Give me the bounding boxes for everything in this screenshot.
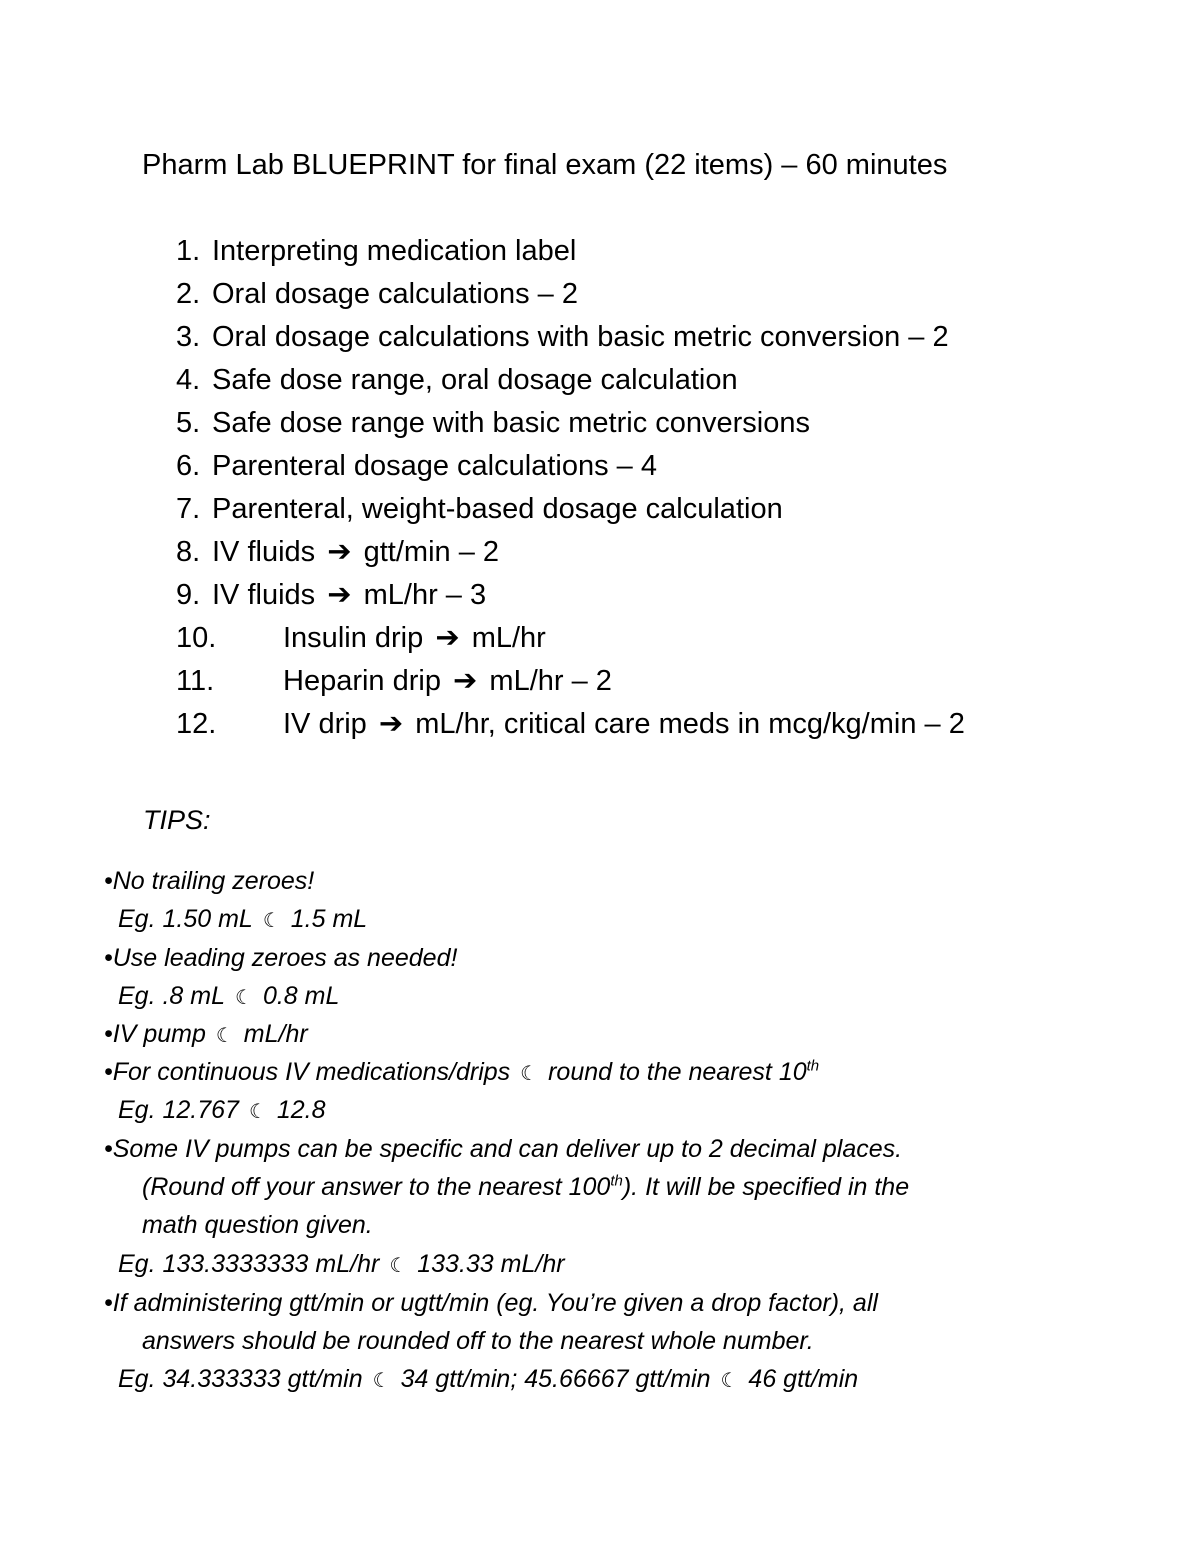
item-text: Oral dosage calculations with basic metric conversion – 2 [212, 321, 949, 353]
tip-line: answers should be rounded off to the nearest whole number. [142, 1327, 814, 1355]
item-text: Parenteral dosage calculations – 4 [212, 450, 657, 482]
tip-example: Eg. 1.50 mL ☾ 1.5 mL [118, 901, 367, 939]
item-text: Parenteral, weight-based dosage calculation [212, 493, 783, 525]
moon-arrow-icon: ☾ [372, 1370, 391, 1392]
tip-example: Eg. 12.767 ☾ 12.8 [118, 1092, 326, 1130]
item-number: 10. [176, 622, 217, 654]
tip-example: Eg. 133.3333333 mL/hr ☾ 133.33 mL/hr [118, 1246, 565, 1284]
moon-arrow-icon: ☾ [215, 1025, 234, 1047]
item-text: Safe dose range with basic metric conversions [212, 407, 811, 439]
item-text: mL/hr – 2 [489, 665, 612, 697]
item-text: IV fluids [212, 579, 316, 611]
item-text: Heparin drip [283, 665, 441, 697]
moon-arrow-icon: ☾ [520, 1063, 539, 1085]
page-title: Pharm Lab BLUEPRINT for final exam (22 items) – 60 minutes [142, 149, 948, 181]
arrow-right-icon: ➔ [453, 665, 478, 697]
item-number: 4. [176, 364, 201, 396]
moon-arrow-icon: ☾ [720, 1370, 739, 1392]
tips-heading: TIPS: [143, 805, 211, 835]
tip-line: •For continuous IV medications/drips ☾ round to the nearest 10th [104, 1054, 819, 1092]
tip-example: Eg. 34.333333 gtt/min ☾ 34 gtt/min; 45.66667 gtt/min ☾ 46 gtt/min [118, 1361, 858, 1399]
item-number: 12. [176, 708, 217, 740]
tip-line: math question given. [142, 1211, 373, 1239]
tip-line: •Some IV pumps can be specific and can deliver up to 2 decimal places. [104, 1135, 903, 1163]
item-text: Insulin drip [283, 622, 424, 654]
arrow-right-icon: ➔ [327, 579, 352, 611]
arrow-right-icon: ➔ [435, 622, 460, 654]
tip-line: •IV pump ☾ mL/hr [104, 1016, 308, 1054]
moon-arrow-icon: ☾ [235, 987, 253, 1009]
item-number: 8. [176, 536, 201, 568]
tip-line: (Round off your answer to the nearest 100th). It will be specified in the [142, 1172, 910, 1201]
item-number: 11. [176, 665, 215, 697]
item-text: mL/hr – 3 [363, 579, 487, 611]
arrow-right-icon: ➔ [327, 536, 352, 568]
item-text: Safe dose range, oral dosage calculation [212, 364, 738, 396]
item-number: 6. [176, 450, 201, 482]
item-text: IV drip [283, 708, 367, 740]
item-number: 3. [176, 321, 201, 353]
item-number: 2. [176, 278, 201, 310]
tip-line: •Use leading zeroes as needed! [104, 944, 458, 972]
tip-line: •No trailing zeroes! [104, 867, 315, 895]
item-text: Interpreting medication label [212, 235, 577, 267]
item-number: 5. [176, 407, 201, 439]
item-text: mL/hr, critical care meds in mcg/kg/min – 2 [415, 708, 965, 740]
item-text: mL/hr [471, 622, 546, 654]
moon-arrow-icon: ☾ [389, 1255, 408, 1277]
tip-line: •If administering gtt/min or ugtt/min (eg. You’re given a drop factor), all [104, 1289, 878, 1317]
tip-example: Eg. .8 mL ☾ 0.8 mL [118, 978, 339, 1016]
item-text: gtt/min – 2 [363, 536, 500, 568]
item-number: 1. [176, 235, 201, 267]
arrow-right-icon: ➔ [378, 708, 404, 740]
item-text: IV fluids [212, 536, 316, 568]
item-number: 9. [176, 579, 201, 611]
moon-arrow-icon: ☾ [262, 910, 281, 932]
item-text: Oral dosage calculations – 2 [212, 278, 578, 310]
item-number: 7. [176, 493, 201, 525]
moon-arrow-icon: ☾ [248, 1101, 267, 1123]
